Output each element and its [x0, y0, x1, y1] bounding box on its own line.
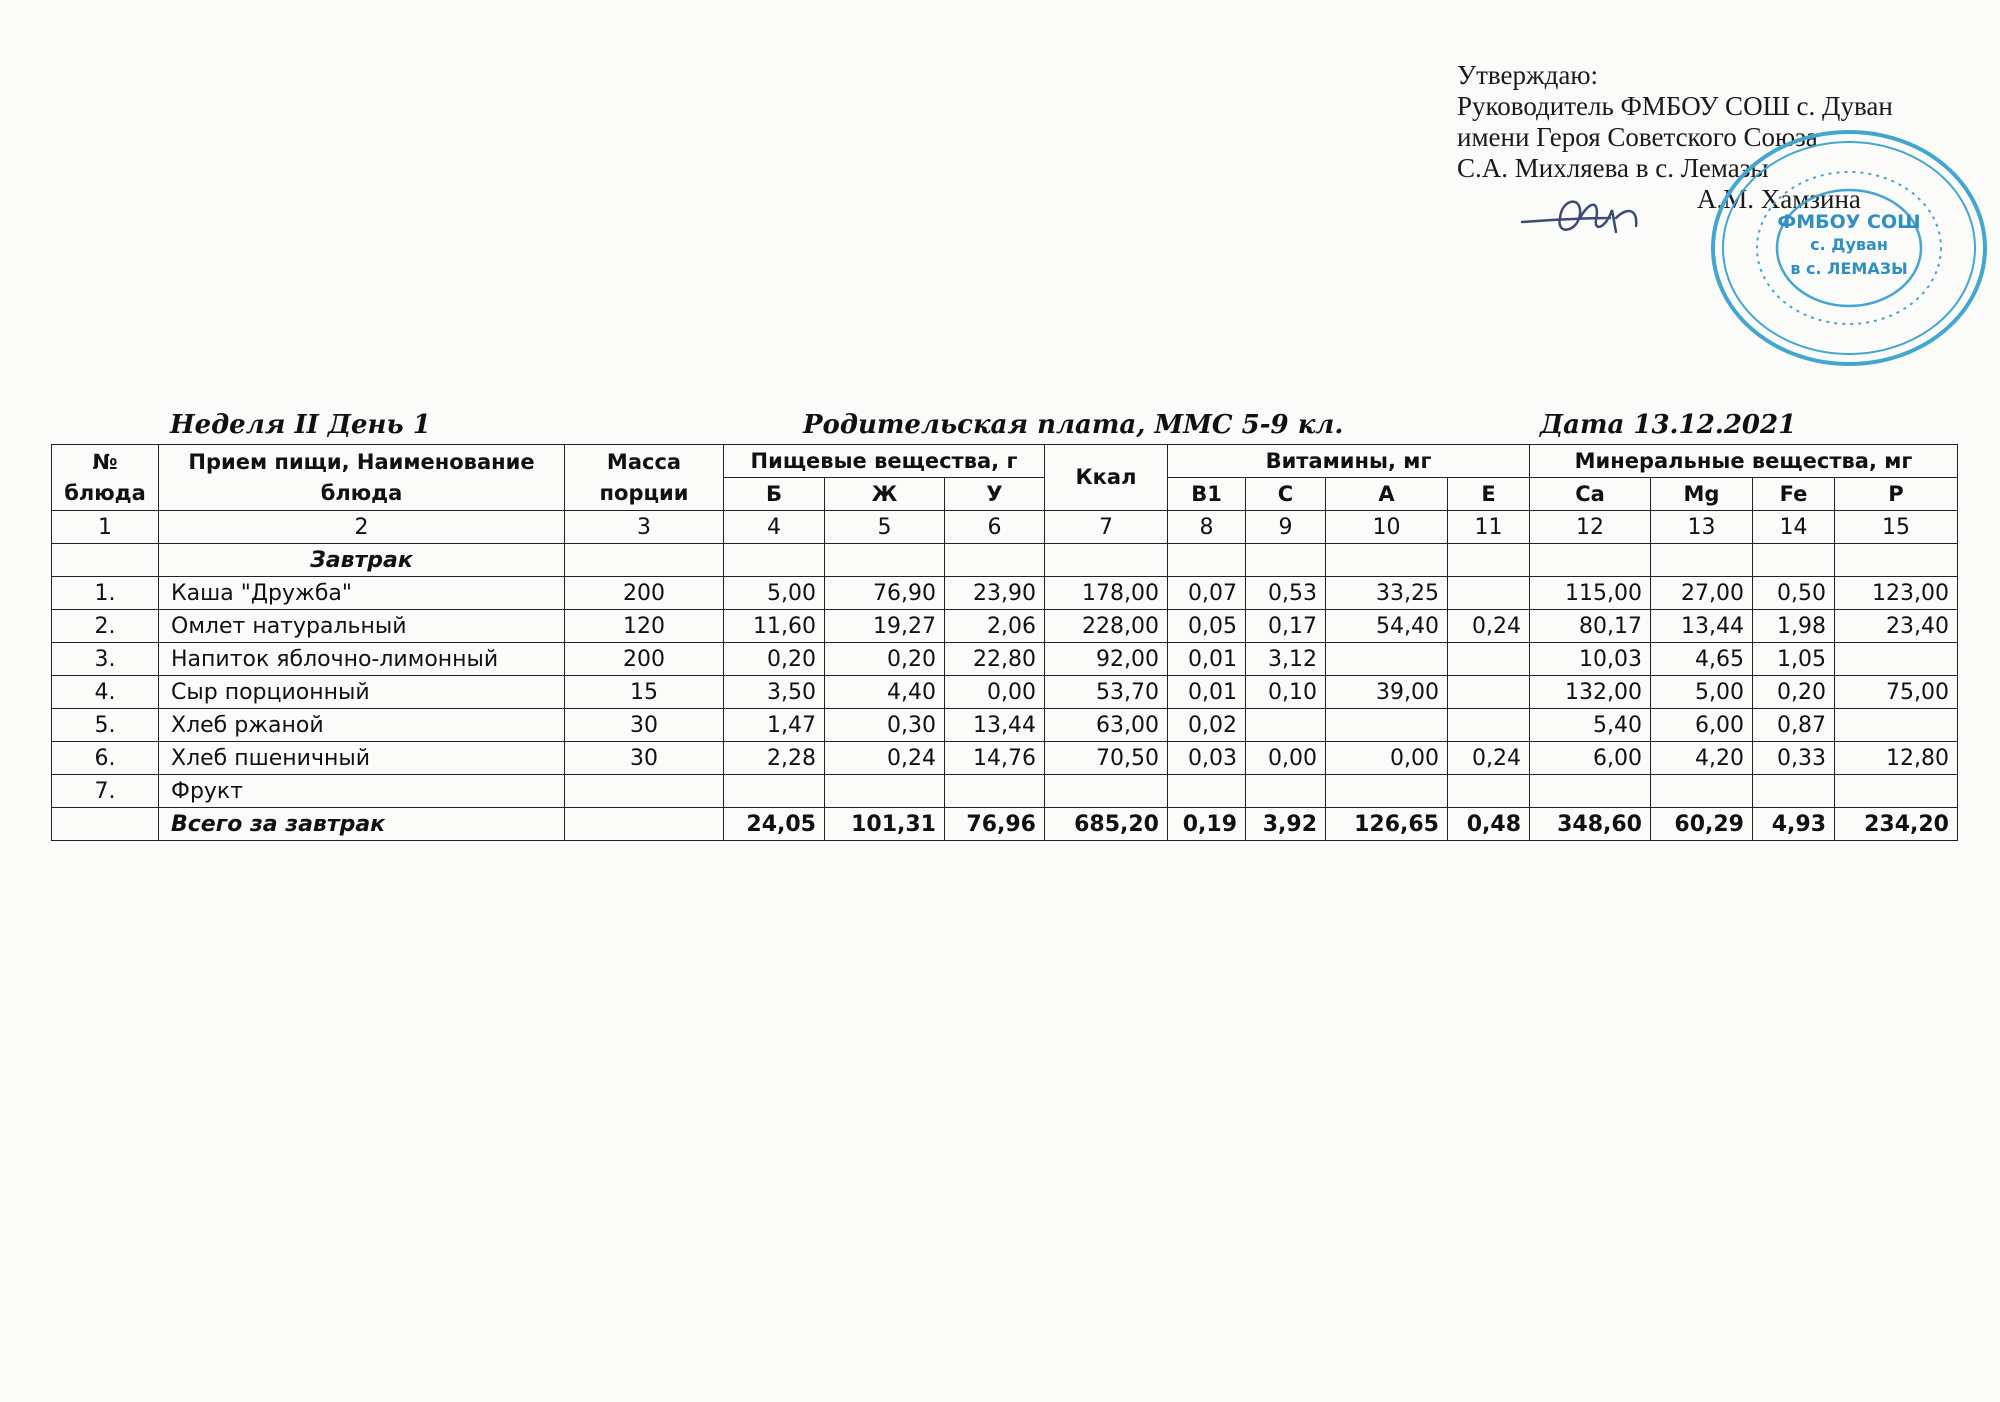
nutrient-value-cell: 76,90 [825, 577, 945, 610]
stamp-center-line-1: ФМБОУ СОШ [1777, 211, 1921, 233]
nutrient-value-cell: 1,98 [1753, 610, 1835, 643]
signature-icon [1520, 188, 1680, 248]
nutrient-value-cell [1448, 577, 1530, 610]
nutrient-value-cell: 70,50 [1045, 742, 1168, 775]
dish-number-cell: 1. [52, 577, 159, 610]
dish-name-cell: Каша "Дружба" [159, 577, 565, 610]
total-value-cell: 0,19 [1168, 808, 1246, 841]
nutrient-value-cell [1651, 775, 1753, 808]
nutrient-value-cell: 4,65 [1651, 643, 1753, 676]
nutrient-value-cell: 132,00 [1530, 676, 1651, 709]
nutrient-value-cell: 33,25 [1326, 577, 1448, 610]
nutrient-value-cell: 53,70 [1045, 676, 1168, 709]
header-carbs: У [945, 478, 1045, 511]
dish-mass-cell [565, 775, 724, 808]
nutrient-value-cell: 3,50 [724, 676, 825, 709]
nutrient-value-cell: 0,33 [1753, 742, 1835, 775]
nutrient-value-cell: 4,40 [825, 676, 945, 709]
nutrient-value-cell [1835, 775, 1958, 808]
nutrient-value-cell: 0,03 [1168, 742, 1246, 775]
week-day-label: Неделя II День 1 [170, 410, 431, 440]
nutrient-value-cell: 80,17 [1530, 610, 1651, 643]
nutrient-value-cell: 4,20 [1651, 742, 1753, 775]
section-empty-cell [825, 544, 945, 577]
nutrient-value-cell: 0,53 [1246, 577, 1326, 610]
dish-name-cell: Фрукт [159, 775, 565, 808]
nutrient-value-cell: 0,87 [1753, 709, 1835, 742]
nutrient-value-cell: 0,00 [945, 676, 1045, 709]
section-empty-cell [1045, 544, 1168, 577]
column-number-cell: 1 [52, 511, 159, 544]
nutrient-value-cell [1326, 709, 1448, 742]
total-value-cell: 4,93 [1753, 808, 1835, 841]
nutrient-value-cell [1326, 643, 1448, 676]
dish-mass-cell: 120 [565, 610, 724, 643]
nutrient-value-cell: 1,05 [1753, 643, 1835, 676]
header-kcal: Ккал [1045, 445, 1168, 511]
total-row [52, 808, 1958, 841]
nutrient-value-cell: 0,20 [825, 643, 945, 676]
nutrient-value-cell: 11,60 [724, 610, 825, 643]
nutrient-value-cell [1530, 775, 1651, 808]
header-mg: Mg [1651, 478, 1753, 511]
nutrient-value-cell [1246, 709, 1326, 742]
section-empty-cell [1448, 544, 1530, 577]
menu-table [51, 444, 1958, 841]
table-row [52, 775, 1958, 808]
nutrient-value-cell [1448, 676, 1530, 709]
section-empty-cell [1326, 544, 1448, 577]
section-empty-cell [724, 544, 825, 577]
section-empty-cell [1168, 544, 1246, 577]
section-empty-cell [1753, 544, 1835, 577]
dish-mass-cell: 30 [565, 742, 724, 775]
total-value-cell: 60,29 [1651, 808, 1753, 841]
nutrient-value-cell: 0,10 [1246, 676, 1326, 709]
dish-name-cell: Хлеб ржаной [159, 709, 565, 742]
total-value-cell: 234,20 [1835, 808, 1958, 841]
nutrient-value-cell: 0,05 [1168, 610, 1246, 643]
section-empty-cell [945, 544, 1045, 577]
column-number-cell: 8 [1168, 511, 1246, 544]
nutrient-value-cell: 0,24 [1448, 610, 1530, 643]
nutrient-value-cell [1045, 775, 1168, 808]
nutrient-value-cell [1448, 775, 1530, 808]
table-header-row [52, 445, 1958, 478]
dish-name-cell: Сыр порционный [159, 676, 565, 709]
nutrient-value-cell: 1,47 [724, 709, 825, 742]
header-fat: Ж [825, 478, 945, 511]
nutrient-value-cell [945, 775, 1045, 808]
dish-name-cell: Хлеб пшеничный [159, 742, 565, 775]
nutrient-value-cell: 0,00 [1246, 742, 1326, 775]
nutrient-value-cell [1168, 775, 1246, 808]
column-number-row [52, 511, 1958, 544]
column-number-cell: 5 [825, 511, 945, 544]
nutrient-value-cell: 5,40 [1530, 709, 1651, 742]
dish-mass-cell: 30 [565, 709, 724, 742]
section-label: Завтрак [159, 544, 565, 577]
nutrient-value-cell: 5,00 [1651, 676, 1753, 709]
column-number-cell: 6 [945, 511, 1045, 544]
dish-number-cell: 2. [52, 610, 159, 643]
header-vitamins: Витамины, мг [1168, 445, 1530, 478]
nutrient-value-cell [1448, 709, 1530, 742]
nutrient-value-cell [1753, 775, 1835, 808]
header-num: № блюда [52, 445, 159, 511]
header-minerals: Минеральные вещества, мг [1530, 445, 1958, 478]
nutrient-value-cell: 12,80 [1835, 742, 1958, 775]
header-p: P [1835, 478, 1958, 511]
section-empty-cell [1651, 544, 1753, 577]
column-number-cell: 7 [1045, 511, 1168, 544]
nutrient-value-cell: 13,44 [1651, 610, 1753, 643]
nutrient-value-cell: 0,01 [1168, 676, 1246, 709]
header-fe: Fe [1753, 478, 1835, 511]
nutrient-value-cell: 14,76 [945, 742, 1045, 775]
nutrient-value-cell: 0,20 [1753, 676, 1835, 709]
section-empty-cell [565, 544, 724, 577]
nutrient-value-cell: 123,00 [1835, 577, 1958, 610]
column-number-cell: 10 [1326, 511, 1448, 544]
total-value-cell: 24,05 [724, 808, 825, 841]
nutrient-value-cell: 0,00 [1326, 742, 1448, 775]
approval-line-school: С.А. Михляева в с. Лемазы [1457, 153, 1769, 183]
table-row [52, 709, 1958, 742]
column-number-cell: 11 [1448, 511, 1530, 544]
dish-number-cell: 3. [52, 643, 159, 676]
nutrient-value-cell: 3,12 [1246, 643, 1326, 676]
nutrient-value-cell: 54,40 [1326, 610, 1448, 643]
dish-name-cell: Омлет натуральный [159, 610, 565, 643]
header-c: С [1246, 478, 1326, 511]
official-stamp-icon [1708, 128, 1990, 368]
stamp-center-line-3: в с. ЛЕМАЗЫ [1790, 259, 1908, 278]
approval-line-position: Руководитель ФМБОУ СОШ с. Дуван [1457, 91, 1893, 121]
dish-name-cell: Напиток яблочно-лимонный [159, 643, 565, 676]
nutrient-value-cell: 5,00 [724, 577, 825, 610]
header-mass: Масса порции [565, 445, 724, 511]
table-row [52, 643, 1958, 676]
nutrient-value-cell: 6,00 [1651, 709, 1753, 742]
nutrient-value-cell: 0,20 [724, 643, 825, 676]
table-row [52, 610, 1958, 643]
header-a: А [1326, 478, 1448, 511]
total-value-cell: 348,60 [1530, 808, 1651, 841]
nutrient-value-cell: 2,28 [724, 742, 825, 775]
nutrient-value-cell: 0,30 [825, 709, 945, 742]
nutrient-value-cell: 23,40 [1835, 610, 1958, 643]
dish-mass-cell: 200 [565, 577, 724, 610]
nutrient-value-cell [1326, 775, 1448, 808]
nutrient-value-cell: 115,00 [1530, 577, 1651, 610]
nutrient-value-cell: 19,27 [825, 610, 945, 643]
nutrient-value-cell: 92,00 [1045, 643, 1168, 676]
nutrient-value-cell: 27,00 [1651, 577, 1753, 610]
column-number-cell: 14 [1753, 511, 1835, 544]
header-e: Е [1448, 478, 1530, 511]
nutrient-value-cell: 228,00 [1045, 610, 1168, 643]
column-number-cell: 2 [159, 511, 565, 544]
header-protein: Б [724, 478, 825, 511]
nutrient-value-cell: 0,24 [825, 742, 945, 775]
dish-number-cell: 6. [52, 742, 159, 775]
approval-line-honor: имени Героя Советского Союза [1457, 122, 1818, 152]
total-value-cell: 76,96 [945, 808, 1045, 841]
section-empty-cell [52, 544, 159, 577]
header-name: Прием пищи, Наименование блюда [159, 445, 565, 511]
total-label: Всего за завтрак [159, 808, 565, 841]
stamp-center-line-2: с. Дуван [1810, 235, 1888, 254]
document-title: Родительская плата, ММС 5-9 кл. [803, 410, 1344, 440]
header-b1: В1 [1168, 478, 1246, 511]
nutrient-value-cell: 13,44 [945, 709, 1045, 742]
nutrient-value-cell: 39,00 [1326, 676, 1448, 709]
nutrient-value-cell: 2,06 [945, 610, 1045, 643]
total-value-cell: 3,92 [1246, 808, 1326, 841]
dish-number-cell: 5. [52, 709, 159, 742]
date-label: Дата 13.12.2021 [1540, 410, 1797, 440]
nutrient-value-cell [825, 775, 945, 808]
nutrient-value-cell: 0,50 [1753, 577, 1835, 610]
total-value-cell: 0,48 [1448, 808, 1530, 841]
total-value-cell: 126,65 [1326, 808, 1448, 841]
total-value-cell: 685,20 [1045, 808, 1168, 841]
column-number-cell: 4 [724, 511, 825, 544]
section-row [52, 544, 1958, 577]
table-row [52, 577, 1958, 610]
nutrient-value-cell: 0,17 [1246, 610, 1326, 643]
nutrient-value-cell [724, 775, 825, 808]
nutrient-value-cell: 10,03 [1530, 643, 1651, 676]
nutrient-value-cell: 23,90 [945, 577, 1045, 610]
total-empty-cell [565, 808, 724, 841]
header-nutrients: Пищевые вещества, г [724, 445, 1045, 478]
total-empty-cell [52, 808, 159, 841]
column-number-cell: 12 [1530, 511, 1651, 544]
nutrient-value-cell [1448, 643, 1530, 676]
nutrient-value-cell: 63,00 [1045, 709, 1168, 742]
nutrient-value-cell [1246, 775, 1326, 808]
header-ca: Ca [1530, 478, 1651, 511]
nutrient-value-cell: 6,00 [1530, 742, 1651, 775]
total-value-cell: 101,31 [825, 808, 945, 841]
column-number-cell: 15 [1835, 511, 1958, 544]
nutrient-value-cell: 0,24 [1448, 742, 1530, 775]
nutrient-value-cell: 22,80 [945, 643, 1045, 676]
dish-number-cell: 7. [52, 775, 159, 808]
nutrient-value-cell [1835, 709, 1958, 742]
approval-line-approve: Утверждаю: [1457, 60, 1599, 90]
nutrient-value-cell: 75,00 [1835, 676, 1958, 709]
column-number-cell: 13 [1651, 511, 1753, 544]
section-empty-cell [1530, 544, 1651, 577]
nutrient-value-cell: 0,02 [1168, 709, 1246, 742]
dish-number-cell: 4. [52, 676, 159, 709]
nutrient-value-cell: 0,07 [1168, 577, 1246, 610]
nutrient-value-cell [1835, 643, 1958, 676]
section-empty-cell [1835, 544, 1958, 577]
section-empty-cell [1246, 544, 1326, 577]
column-number-cell: 3 [565, 511, 724, 544]
dish-mass-cell: 15 [565, 676, 724, 709]
column-number-cell: 9 [1246, 511, 1326, 544]
table-row [52, 676, 1958, 709]
approval-signer-name: А.М. Хамзина [1697, 184, 1861, 214]
table-row [52, 742, 1958, 775]
nutrient-value-cell: 178,00 [1045, 577, 1168, 610]
dish-mass-cell: 200 [565, 643, 724, 676]
nutrient-value-cell: 0,01 [1168, 643, 1246, 676]
